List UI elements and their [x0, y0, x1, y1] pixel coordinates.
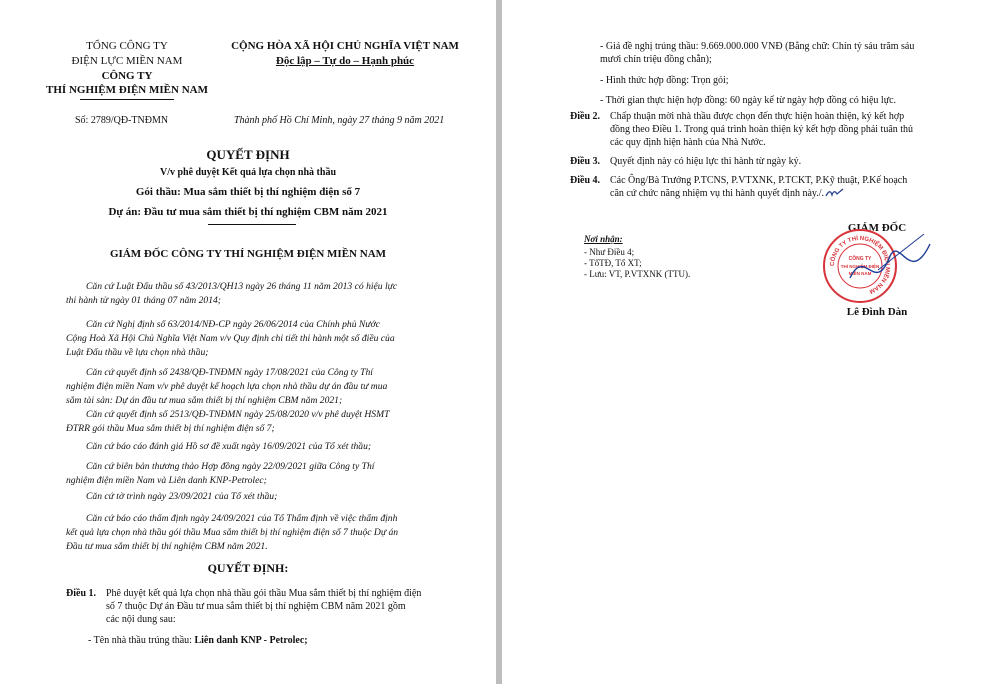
- org-line-4: THÍ NGHIỆM ĐIỆN MIỀN NAM: [46, 84, 208, 96]
- contract-type-bullet: - Hình thức hợp đồng: Trọn gói;: [600, 75, 729, 86]
- legal-basis-line: Căn cứ quyết định số 2513/QĐ-TNĐMN ngày 25/08/2020 v/v phê duyệt HSMT: [86, 409, 390, 420]
- subject-line-1: V/v phê duyệt Kết quả lựa chọn nhà thầu: [159, 167, 337, 178]
- authority-heading: GIÁM ĐỐC CÔNG TY THÍ NGHIỆM ĐIỆN MIỀN NAM: [109, 248, 387, 260]
- legal-basis-line: Căn cứ Luật Đấu thầu số 43/2013/QH13 ngày 26 tháng 11 năm 2013 có hiệu lực: [86, 281, 398, 292]
- seal-center-text-3: MIỀN NAM: [848, 271, 872, 276]
- legal-basis-line: kết quả lựa chọn nhà thầu gói thầu Mua sắm thiết bị thí nghiệm điện số 7 thuộc Dự án: [66, 527, 399, 538]
- legal-basis-line: nghiệm điện miền Nam và Liên danh KNP-Petrolec;: [66, 475, 267, 486]
- legal-basis-item: [66, 318, 456, 360]
- nation-title: CỘNG HÒA XÃ HỘI CHỦ NGHĨA VIỆT NAM: [231, 40, 459, 52]
- subject-line-3: Dự án: Đầu tư mua sắm thiết bị thí nghiệm CBM năm 2021: [108, 206, 388, 218]
- legal-basis-line: sắm tài sản: Dự án đầu tư mua sắm thiết bị thí nghiệm CBM năm 2021;: [66, 395, 343, 406]
- decide-heading: QUYẾT ĐỊNH:: [207, 561, 289, 575]
- company-seal-stamp: [820, 226, 940, 306]
- legal-basis-line: Căn cứ báo cáo đánh giá Hồ sơ đề xuất ngày 16/09/2021 của Tổ xét thầu;: [86, 441, 372, 452]
- article-1: [66, 587, 486, 629]
- article-1-line-2: số 7 thuộc Dự án Đầu tư mua sắm thiết bị thí nghiệm CBM năm 2021 gồm: [106, 601, 406, 612]
- article-3: [570, 155, 990, 169]
- org-line-3: CÔNG TY: [101, 70, 153, 82]
- article-1-label: Điều 1.: [66, 588, 96, 599]
- winner-name: Liên danh KNP - Petrolec;: [194, 635, 308, 646]
- seal-ring-text: CÔNG TY THÍ NGHIỆM ĐIỆN MIỀN NAM: [829, 235, 891, 295]
- document-title: QUYẾT ĐỊNH: [206, 147, 290, 162]
- legal-basis-line: thi hành từ ngày 01 tháng 07 năm 2014;: [66, 295, 221, 306]
- article-4-line-2: căn cứ chức năng nhiệm vụ thi hành quyết định này./.: [610, 188, 825, 199]
- legal-basis-item: [66, 490, 456, 504]
- legal-basis-line: Căn cứ tờ trình ngày 23/09/2021 của Tổ xét thầu;: [86, 491, 278, 502]
- article-4-line-1: Các Ông/Bà Trưởng P.TCNS, P.VTXNK, P.TCKT, P.Kỹ thuật, P.Kế hoạch: [610, 175, 908, 186]
- duration-bullet: - Thời gian thực hiện hợp đồng: 60 ngày kể từ ngày hợp đồng có hiệu lực.: [600, 95, 897, 106]
- article-2: [570, 110, 990, 152]
- recipient-item: - Như Điều 4;: [584, 247, 635, 257]
- article-3-label: Điều 3.: [570, 156, 600, 167]
- legal-basis-item: [66, 280, 456, 308]
- recipient-item: - Lưu: VT, P.VTXNK (TTU).: [584, 269, 691, 279]
- article-4: [570, 174, 990, 202]
- legal-basis-line: Căn cứ biên bản thương thảo Hợp đồng ngày 22/09/2021 giữa Công ty Thí: [86, 461, 375, 472]
- legal-basis-item: [66, 512, 456, 554]
- legal-basis-line: Căn cứ báo cáo thẩm định ngày 24/09/2021 của Tổ Thẩm định về việc thẩm định: [86, 513, 398, 524]
- legal-basis-item: [66, 366, 456, 408]
- seal-center-text-1: CÔNG TY: [848, 256, 872, 262]
- legal-basis-line: Cộng Hoà Xã Hội Chủ Nghĩa Việt Nam v/v Quy định chi tiết thi hành một số điều của: [66, 333, 395, 344]
- title-underline: [208, 224, 296, 225]
- org-line-1: TỔNG CÔNG TY: [86, 40, 168, 52]
- legal-basis-line: nghiệm điện miền Nam v/v phê duyệt kế hoạch lựa chọn nhà thầu dự án đầu tư mua: [66, 381, 388, 392]
- legal-basis-line: Căn cứ quyết định số 2438/QĐ-TNĐMN ngày 17/08/2021 của Công ty Thí: [86, 367, 373, 378]
- article-4-label: Điều 4.: [570, 175, 600, 186]
- signer-name: Lê Đình Dàn: [846, 306, 908, 318]
- document-number: Số: 2789/QĐ-TNĐMN: [75, 115, 169, 126]
- price-bullet-line-1: - Giá đề nghị trúng thầu: 9.669.000.000 VNĐ (Bằng chữ: Chín tỷ sáu trăm sáu: [600, 41, 915, 52]
- article-2-line-2: đồng theo Điều 1. Trong quá trình hoàn thiện ký kết hợp đồng phải tuân thủ: [610, 124, 914, 135]
- place-date: Thành phố Hồ Chí Minh, ngày 27 tháng 9 năm 2021: [234, 115, 445, 126]
- legal-basis-line: Căn cứ Nghị định số 63/2014/NĐ-CP ngày 26/06/2014 của Chính phủ Nước: [86, 319, 380, 330]
- recipient-item: - TổTĐ, Tổ XT;: [584, 258, 642, 268]
- document-page-2: [502, 0, 1004, 684]
- seal-center-text-2: THÍ NGHIỆM ĐIỆN: [840, 264, 880, 269]
- signer-title: GIÁM ĐỐC: [847, 222, 907, 234]
- article-2-line-3: các quy định hiện hành của Nhà Nước.: [610, 137, 766, 148]
- price-bullet-line-2: mươi chín triệu đồng chẵn);: [600, 54, 712, 65]
- legal-basis-item: [66, 440, 456, 454]
- recipients-heading: Nơi nhận:: [584, 234, 623, 244]
- legal-basis-line: ĐTRR gói thầu Mua sắm thiết bị thí nghiệm điện số 7;: [66, 423, 275, 434]
- winner-label: - Tên nhà thầu trúng thầu:: [88, 635, 195, 646]
- legal-basis-item: [66, 408, 456, 436]
- legal-basis-line: Luật Đấu thầu về lựa chọn nhà thầu;: [66, 347, 209, 358]
- article-2-line-1: Chấp thuận mời nhà thầu được chọn đến thực hiện hoàn thiện, ký kết hợp: [610, 111, 905, 122]
- legal-basis-item: [66, 460, 456, 488]
- legal-basis-line: Đầu tư mua sắm thiết bị thí nghiệm CBM năm 2021.: [66, 541, 268, 552]
- winner-line: [88, 634, 308, 647]
- document-page-1: [0, 0, 496, 684]
- article-2-label: Điều 2.: [570, 111, 600, 122]
- article-3-line-1: Quyết định này có hiệu lực thi hành từ ngày ký.: [610, 156, 802, 167]
- initials-mark: [824, 186, 846, 200]
- nation-motto: Độc lập – Tự do – Hạnh phúc: [275, 55, 415, 67]
- article-1-line-3: các nội dung sau:: [106, 614, 176, 625]
- article-1-line-1: Phê duyệt kết quả lựa chọn nhà thầu gói thầu Mua sắm thiết bị thí nghiệm điện: [106, 588, 422, 599]
- subject-line-2: Gói thầu: Mua sắm thiết bị thí nghiệm điện số 7: [135, 186, 361, 198]
- org-line-2: ĐIỆN LỰC MIỀN NAM: [71, 55, 183, 67]
- org-underline: [80, 99, 174, 100]
